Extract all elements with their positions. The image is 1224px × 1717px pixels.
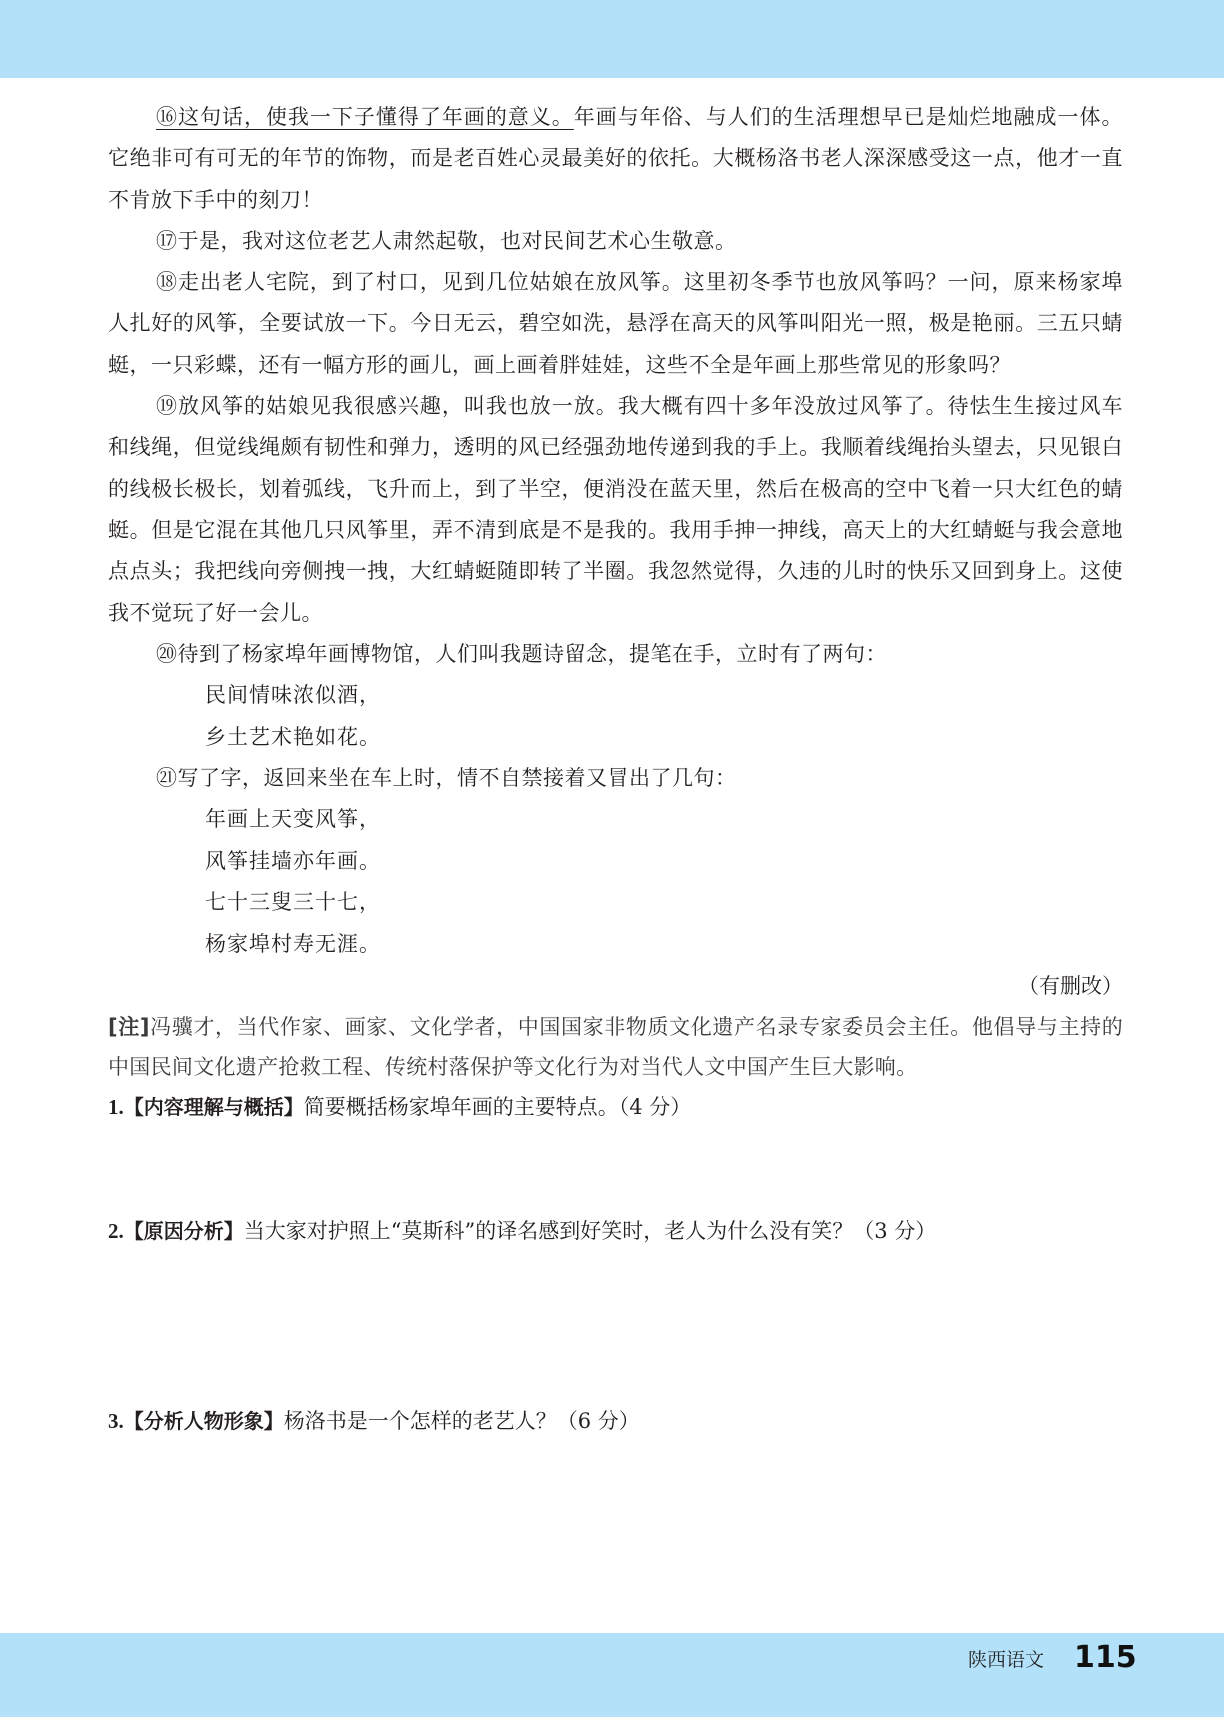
question-number: 2. (108, 1219, 124, 1244)
question-1 (108, 1089, 1123, 1125)
poem-line: 乡土艺术艳如花。 (205, 724, 381, 749)
poem-line: 风筝挂墙亦年画。 (205, 848, 381, 873)
footer-label: 陕西语文 (968, 1649, 1045, 1671)
header-band (0, 0, 1224, 78)
question-text: 简要概括杨家埠年画的主要特点。（4 分） (303, 1095, 692, 1120)
poem-line: 杨家埠村寿无涯。 (205, 931, 381, 956)
annotation-label: [注] (108, 1015, 150, 1040)
poem-line: 年画上天变风筝， (205, 807, 381, 832)
paragraph-21: ㉑写了字，返回来坐在车上时，情不自禁接着又冒出了几句： (156, 766, 737, 791)
annotation (108, 1007, 1123, 1087)
page-content (108, 97, 1123, 1439)
paragraph-16 (108, 97, 1123, 221)
source-note: （有删改） (1018, 974, 1123, 999)
page-number: 115 (1074, 1640, 1137, 1675)
paragraph-16-text: 年画与年俗、与人们的生活理想早已是灿烂地融成一体。它绝非可有可无的年节的饰物，而是老百姓心灵最美好的依托。大概杨洛书老人深深感受这一点，他才一直不肯放下手中的刻刀！ (108, 105, 1124, 212)
question-3 (108, 1403, 1123, 1439)
question-tag: 【原因分析】 (123, 1219, 244, 1244)
question-number: 3. (108, 1409, 124, 1434)
question-tag: 【分析人物形象】 (123, 1409, 284, 1434)
question-tag: 【内容理解与概括】 (123, 1095, 304, 1120)
paragraph-19: ⑲放风筝的姑娘见我很感兴趣，叫我也放一放。我大概有四十多年没放过风筝了。待怯生生接过风车和线绳，但觉线绳颇有韧性和弹力，透明的风已经强劲地传递到我的手上。我顺着线绳抬头望去，只见银白的线极长极长，划着弧线，飞升而上，到了半空，便消没在蓝天里，然后在极高的空中飞着一只大红色的蜻蜓。但是它混在其他几只风筝里，弄不清到底是不是我的。我用手抻一抻线，高天上的大红蜻蜓与我会意地点点头；我把线向旁侧拽一拽，大红蜻蜓随即转了半圈。我忽然觉得，久违的儿时的快乐又回到身上。这使我不觉玩了好一会儿。 (108, 394, 1123, 625)
poem-line: 民间情味浓似酒， (205, 683, 381, 708)
underlined-sentence: ⑯这句话，使我一下子懂得了年画的意义。 (156, 105, 574, 129)
paragraph-18: ⑱走出老人宅院，到了村口，见到几位姑娘在放风筝。这里初冬季节也放风筝吗？一问，原来杨家埠人扎好的风筝，全要试放一下。今日无云，碧空如洗，悬浮在高天的风筝叫阳光一照，极是艳丽。三五只蜻蜓，一只彩蝶，还有一幅方形的画儿，画上画着胖娃娃，这些不全是年画上那些常见的形象吗？ (108, 270, 1123, 377)
question-text: 杨洛书是一个怎样的老艺人？（6 分） (283, 1409, 640, 1434)
poem-line: 七十三叟三十七， (205, 890, 381, 915)
paragraph-17: ⑰于是，我对这位老艺人肃然起敬，也对民间艺术心生敬意。 (156, 228, 737, 253)
question-2 (108, 1213, 1123, 1249)
question-text: 当大家对护照上“莫斯科”的译名感到好笑时，老人为什么没有笑？（3 分） (243, 1219, 937, 1244)
annotation-text: 冯骥才，当代作家、画家、文化学者，中国国家非物质文化遗产名录专家委员会主任。他倡导与主持的中国民间文化遗产抢救工程、传统村落保护等文化行为对当代人文中国产生巨大影响。 (108, 1015, 1123, 1080)
paragraph-20: ⑳待到了杨家埠年画博物馆，人们叫我题诗留念，提笔在手，立时有了两句： (156, 641, 887, 666)
question-number: 1. (108, 1095, 124, 1120)
